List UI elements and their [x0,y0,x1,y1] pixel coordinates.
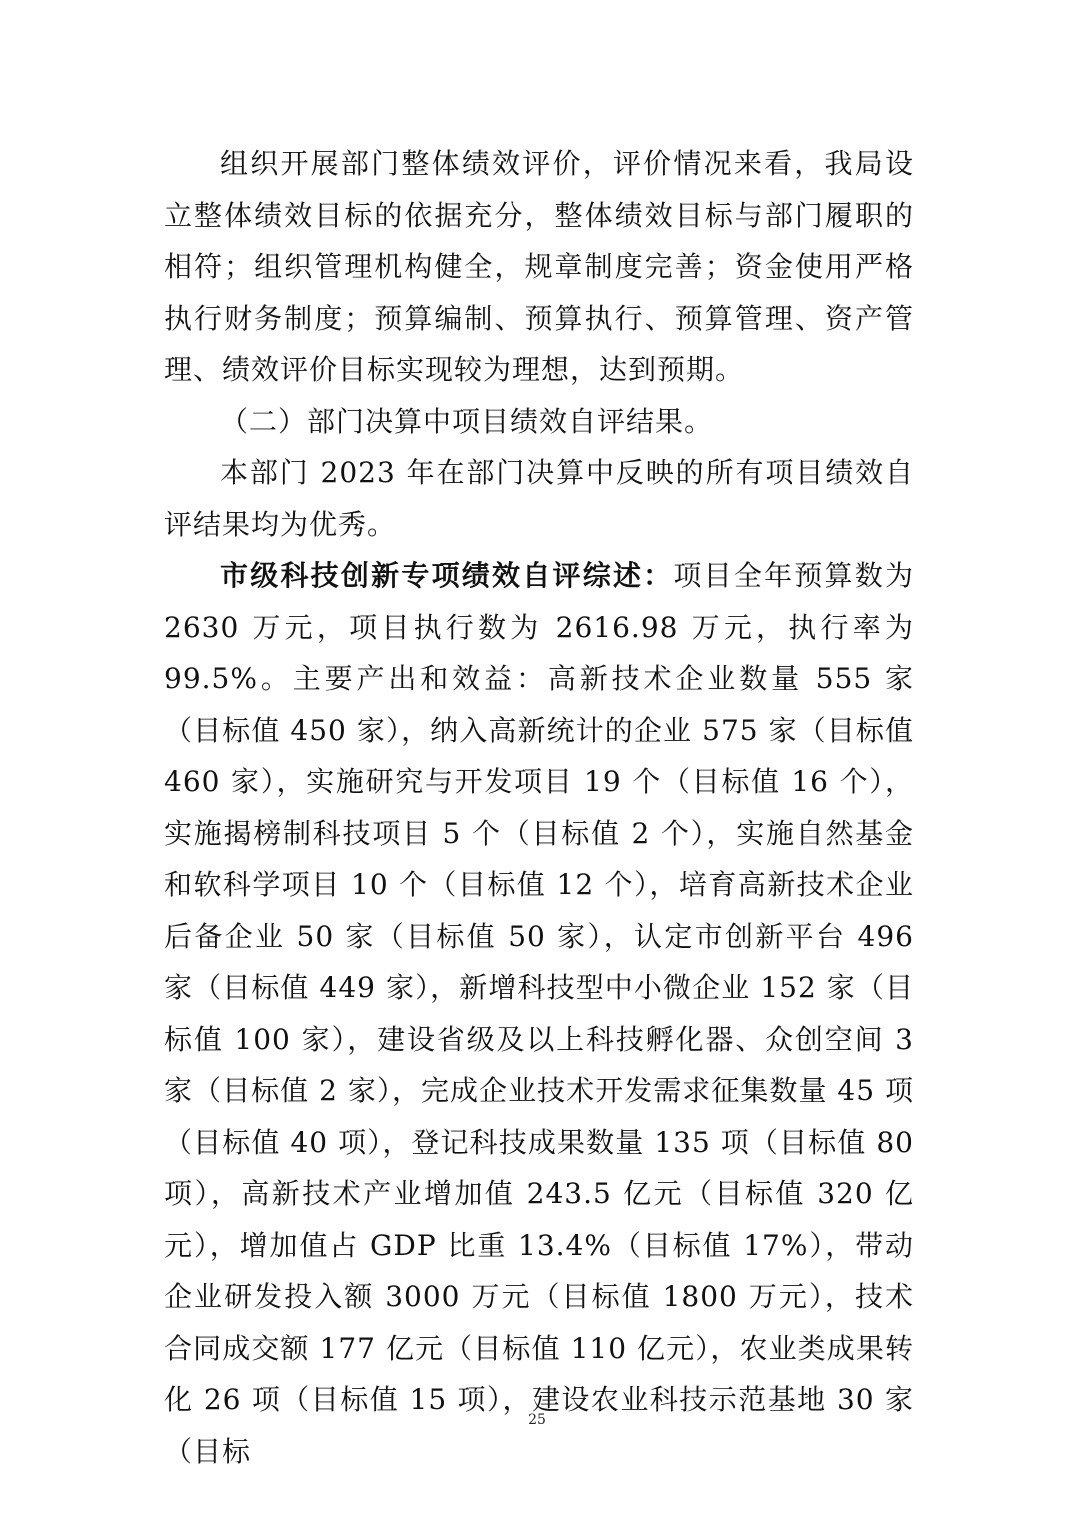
evaluation-paragraph: 组织开展部门整体绩效评价，评价情况来看，我局设立整体绩效目标的依据充分，整体绩效目标与部门履职的相符；组织管理机构健全，规章制度完善；资金使用严格执行财务制度；预算编制、预算执行、预算管理、资产管理、绩效评价目标实现较为理想，达到预期。 [164,147,914,386]
summary-paragraph: 本部门 2023 年在部门决算中反映的所有项目绩效自评结果均为优秀。 [164,456,914,541]
body-text [164,138,914,1477]
section-heading: （二）部门决算中项目绩效自评结果。 [220,404,714,438]
project-paragraph [164,550,914,1477]
project-body: 项目全年预算数为 2630 万元，项目执行数为 2616.98 万元，执行率为 99.5%。主要产出和效益：高新技术企业数量 555 家（目标值 450 家），纳入高新统计的企业 575 家（目标值 460 家），实施研究与开发项目 19 个（目标值 16 个），实施揭榜制科技项目 5 个（目标值 2 个），实施自然基金和软科学项目 10 个（目标值 12 个），培育高新技术企业后备企业 50 家（目标值 50 家），认定市创新平台 496 家（目标值 449 家），新增科技型中小微企业 152 家（目标值 100 家），建设省级及以上科技孵化器、众创空间 3 家（目标值 2 家），完成企业技术开发需求征集数量 45 项（目标值 40 项），登记科技成果数量 135 项（目标值 80 项），高新技术产业增加值 243.5 亿元（目标值 320 亿元），增加值占 GDP 比重 13.4%（目标值 17%），带动企业研发投入额 3000 万元（目标值 1800 万元），技术合同成交额 177 亿元（目标值 110 亿元），农业类成果转化 26 项（目标值 15 项），建设农业科技示范基地 30 家（目标 [164,559,914,1468]
project-title: 市级科技创新专项绩效自评综述： [220,559,674,592]
page-number: 25 [528,1412,546,1428]
